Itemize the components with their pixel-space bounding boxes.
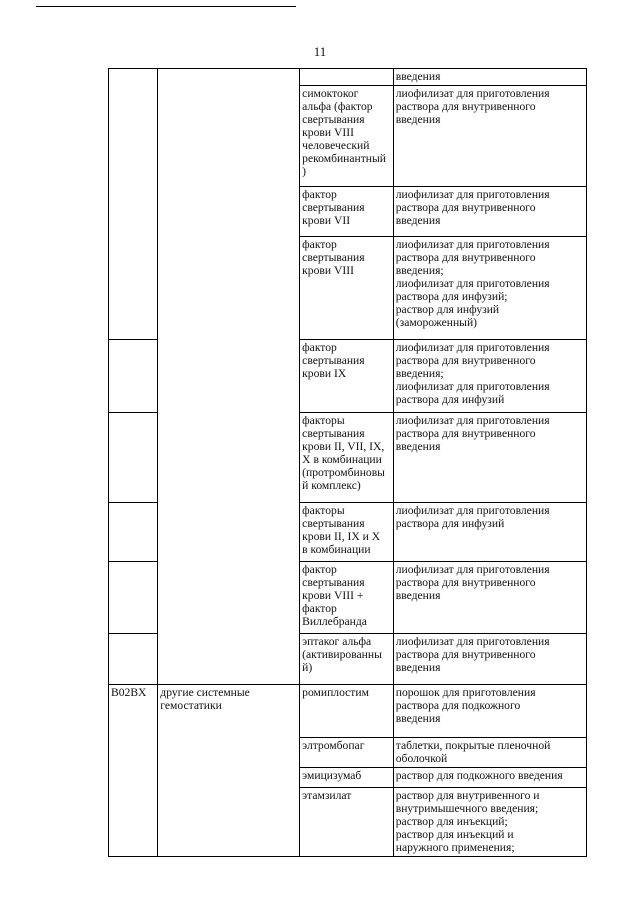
code-cell <box>109 340 158 413</box>
drug-cell <box>300 237 394 340</box>
form-cell <box>393 788 586 857</box>
code-cell-line: B02BX <box>111 686 147 699</box>
form-cell <box>393 413 586 503</box>
form-cell-line: наружного применения; <box>395 841 515 854</box>
form-cell-line: введения <box>395 440 441 453</box>
form-cell-line: раствор для подкожного введения <box>395 769 563 782</box>
code-cell <box>109 413 158 503</box>
form-cell-line: введения <box>395 661 441 674</box>
form-cell-line: введения <box>395 214 441 227</box>
form-cell-line: раствор для инъекций; <box>395 815 508 828</box>
group-cell <box>158 69 300 685</box>
form-cell-line: введения <box>395 712 441 725</box>
drug-cell-line: й) <box>302 661 313 674</box>
form-cell <box>393 634 586 685</box>
form-cell-line: лиофилизат для приготовления <box>395 635 550 648</box>
drug-cell-line: крови VIII <box>302 264 354 277</box>
drug-cell-line: элтромбопаг <box>302 739 365 752</box>
drug-cell-line: в комбинации <box>302 543 371 556</box>
drug-cell-line: свертывания <box>302 201 365 214</box>
code-cell <box>109 503 158 562</box>
form-cell-line: раствора для внутривенного <box>395 354 536 367</box>
form-cell-line: внутримышечного введения; <box>395 802 539 815</box>
form-cell-line: лиофилизат для приготовления <box>395 87 550 100</box>
form-cell <box>393 340 586 413</box>
drug-cell-line: ромиплостим <box>302 686 369 699</box>
drug-cell <box>300 413 394 503</box>
drug-cell-line: свертывания <box>302 517 365 530</box>
drug-cell-line: свертывания <box>302 576 365 589</box>
form-cell-line: введения <box>395 589 441 602</box>
form-cell-line: раствора для инфузий <box>395 517 505 530</box>
group-cell <box>158 685 300 857</box>
form-cell-line: оболочкой <box>395 752 448 765</box>
form-cell <box>393 768 586 788</box>
drug-cell <box>300 634 394 685</box>
form-cell-line: (замороженный) <box>395 316 478 329</box>
drug-cell <box>300 685 394 738</box>
drug-cell <box>300 768 394 788</box>
drug-cell <box>300 562 394 634</box>
form-cell-line: лиофилизат для приготовления <box>395 238 550 251</box>
form-cell-line: лиофилизат для приготовления <box>395 380 550 393</box>
drug-cell-line: симоктоког <box>302 87 359 100</box>
drug-cell-line: свертывания <box>302 251 365 264</box>
form-cell-line: раствора для внутривенного <box>395 100 536 113</box>
drug-cell-line: фактор <box>302 238 337 251</box>
form-cell-line: лиофилизат для приготовления <box>395 188 550 201</box>
form-cell-line: лиофилизат для приготовления <box>395 414 550 427</box>
drug-cell <box>300 69 394 86</box>
code-cell <box>109 685 158 857</box>
drug-cell-line: ) <box>302 165 307 178</box>
drug-cell-line: свертывания <box>302 354 365 367</box>
drug-cell-line: (протромбиновы <box>302 466 385 479</box>
drug-cell-line: эмицизумаб <box>302 769 362 782</box>
form-cell <box>393 503 586 562</box>
drug-cell <box>300 788 394 857</box>
form-cell-line: раствора для внутривенного <box>395 576 536 589</box>
drug-cell-line: фактор <box>302 602 337 615</box>
table-row <box>109 685 587 738</box>
drug-cell <box>300 738 394 768</box>
drug-cell-line: фактор <box>302 563 337 576</box>
drug-table <box>108 68 587 857</box>
form-cell-line: лиофилизат для приготовления <box>395 277 550 290</box>
form-cell-line: раствора для инфузий; <box>395 290 508 303</box>
form-cell-line: раствора для внутривенного <box>395 427 536 440</box>
drug-cell-line: свертывания <box>302 113 365 126</box>
drug-cell-line: й комплекс) <box>302 479 361 492</box>
drug-cell-line: (активированны <box>302 648 382 661</box>
form-cell-line: раствора для подкожного <box>395 699 521 712</box>
form-cell <box>393 86 586 187</box>
drug-cell-line: Виллебранда <box>302 615 367 628</box>
drug-cell-line: человеческий <box>302 139 370 152</box>
form-cell-line: введения <box>395 70 441 83</box>
form-cell-line: раствора для внутривенного <box>395 251 536 264</box>
group-cell-line: гемостатики <box>160 699 222 712</box>
group-cell-line: другие системные <box>160 686 250 699</box>
drug-cell-line: крови II, IX и X <box>302 530 381 543</box>
drug-cell <box>300 86 394 187</box>
drug-cell <box>300 503 394 562</box>
drug-cell-line: крови VIII + <box>302 589 364 602</box>
form-cell-line: лиофилизат для приготовления <box>395 341 550 354</box>
form-cell-line: раствор для инфузий <box>395 303 500 316</box>
drug-cell-line: крови VIII <box>302 126 354 139</box>
page-number: 11 <box>313 44 327 59</box>
drug-cell-line: факторы <box>302 414 345 427</box>
form-cell-line: введения; <box>395 367 444 380</box>
drug-cell-line: X в комбинации <box>302 453 382 466</box>
drug-cell-line: факторы <box>302 504 345 517</box>
drug-cell-line: этамзилат <box>302 789 352 802</box>
code-cell <box>109 562 158 634</box>
drug-cell <box>300 340 394 413</box>
drug-cell-line: фактор <box>302 188 337 201</box>
drug-cell-line: крови VII <box>302 214 351 227</box>
form-cell-line: раствор для внутривенного и <box>395 789 540 802</box>
form-cell-line: введения; <box>395 264 444 277</box>
form-cell <box>393 69 586 86</box>
form-cell-line: лиофилизат для приготовления <box>395 563 550 576</box>
form-cell <box>393 562 586 634</box>
form-cell-line: таблетки, покрытые пленочной <box>395 739 551 752</box>
drug-cell-line: крови II, VII, IX, <box>302 440 385 453</box>
drug-cell-line: фактор <box>302 341 337 354</box>
form-cell <box>393 738 586 768</box>
form-cell <box>393 685 586 738</box>
form-cell <box>393 237 586 340</box>
drug-cell-line: свертывания <box>302 427 365 440</box>
drug-cell <box>300 187 394 237</box>
drug-cell-line: рекомбинантный <box>302 152 386 165</box>
form-cell-line: введения <box>395 113 441 126</box>
code-cell <box>109 69 158 340</box>
form-cell <box>393 187 586 237</box>
drug-cell-line: альфа (фактор <box>302 100 373 113</box>
form-cell-line: раствора для внутривенного <box>395 648 536 661</box>
form-cell-line: раствора для внутривенного <box>395 201 536 214</box>
form-cell-line: порошок для приготовления <box>395 686 536 699</box>
top-rule <box>36 6 296 7</box>
form-cell-line: лиофилизат для приготовления <box>395 504 550 517</box>
form-cell-line: раствор для инъекций и <box>395 828 514 841</box>
drug-cell-line: крови IX <box>302 367 347 380</box>
code-cell <box>109 634 158 685</box>
table-row <box>109 69 587 86</box>
form-cell-line: раствора для инфузий <box>395 393 505 406</box>
drug-cell-line: эптаког альфа <box>302 635 372 648</box>
